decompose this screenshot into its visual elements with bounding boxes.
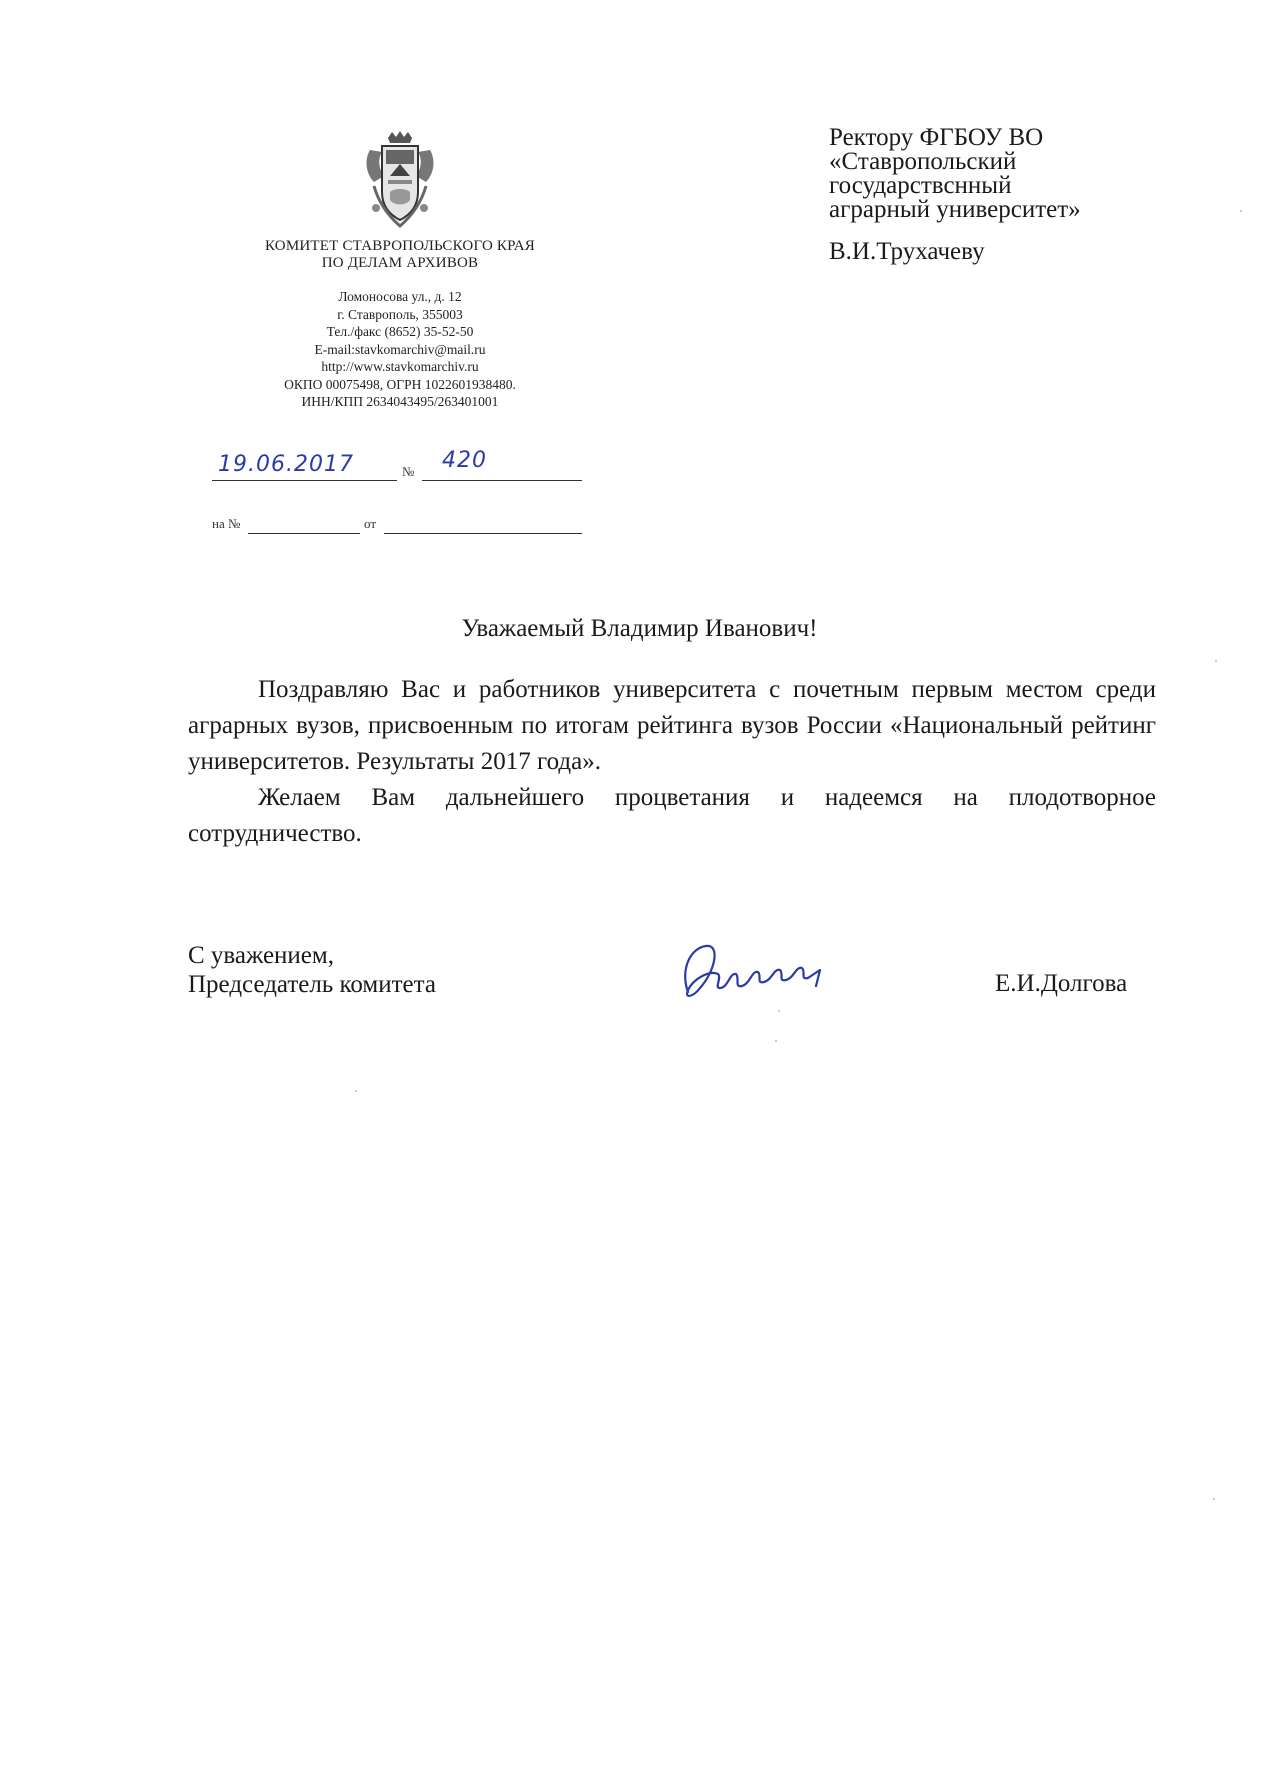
inn-kpp: ИНН/КПП 2634043495/263401001 [301, 394, 499, 409]
address-city: г. Ставрополь, 355003 [337, 306, 463, 322]
addressee-line1: Ректору ФГБОУ ВО [829, 124, 1044, 151]
okpo-ogrn: ОКПО 00075498, ОГРН 1022601938480. [284, 376, 516, 392]
signer-name: Е.И.Долгова [995, 970, 1128, 997]
address-street: Ломоносова ул., д. 12 [338, 289, 462, 304]
closing-position: Председатель комитета [188, 971, 436, 998]
org-name-line1: КОМИТЕТ СТАВРОПОЛЬСКОГО КРАЯ [264, 238, 536, 254]
closing-block [188, 941, 436, 999]
organization-details [200, 288, 600, 411]
coat-of-arms-emblem [360, 130, 440, 230]
reply-reference-line [212, 516, 582, 538]
reply-from-label: от [364, 516, 377, 531]
phone-fax: Тел./факс (8652) 35-52-50 [326, 324, 474, 339]
salutation: Уважаемый Владимир Иванович! [461, 615, 818, 642]
handwritten-signature [670, 930, 850, 1010]
paragraph-wishes: Желаем Вам дальнейшего процветания и надеемся на плодотворное сотрудничество. [188, 784, 1156, 847]
addressee-line2: «Ставропольский [829, 148, 1017, 175]
website: http://www.stavkomarchiv.ru [321, 359, 479, 374]
handwritten-date: 19.06.2017 [218, 452, 354, 477]
addressee-block [829, 126, 1189, 264]
addressee-name: В.И.Трухачеву [829, 238, 985, 265]
paragraph-congratulation: Поздравляю Вас и работников университета с почетным первым местом среди аграрных вузов, присвоенным по итогам рейтинга вузов России «Национальный рейтинг университетов. Результаты 2017 года». [188, 676, 1156, 775]
addressee-line3: государствснный [829, 172, 1012, 199]
registration-line [212, 448, 582, 482]
number-label: № [402, 464, 415, 479]
org-name-line2: ПО ДЕЛАМ АРХИВОВ [321, 255, 479, 271]
handwritten-number: 420 [442, 448, 487, 473]
addressee-line4: аграрный университет» [829, 196, 1081, 223]
email: E-mail:stavkomarchiv@mail.ru [314, 341, 486, 357]
closing-regards: С уважением, [188, 942, 334, 969]
reply-number-label: на № [212, 516, 241, 531]
letter-body [188, 672, 1156, 852]
letterhead [200, 130, 600, 411]
organization-name [200, 238, 600, 272]
